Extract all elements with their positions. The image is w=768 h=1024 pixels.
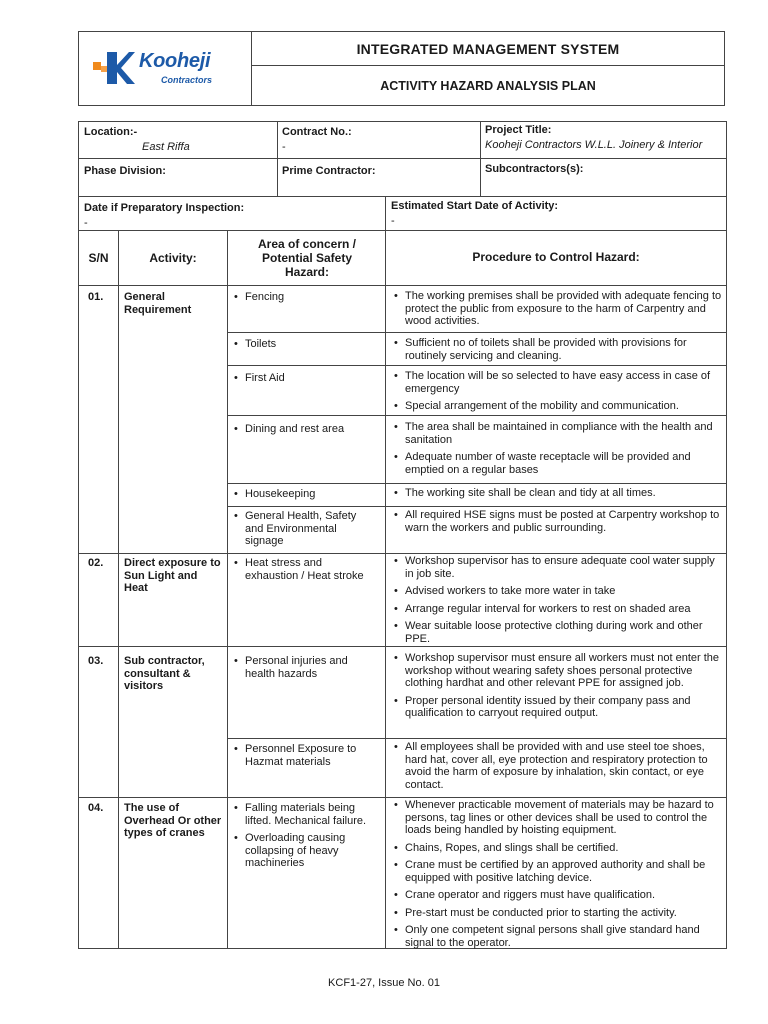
procedure-item: • Workshop supervisor must ensure all workers must not enter the workshop without wearing safety shoes personal protective clothing hardhat and other relevant PPE for assigned job. bbox=[393, 652, 723, 690]
header-sn: S/N bbox=[88, 251, 109, 265]
preparatory-inspection-label: Date if Preparatory Inspection: bbox=[84, 202, 245, 214]
document-title: INTEGRATED MANAGEMENT SYSTEM bbox=[252, 32, 724, 66]
hazard-item: • Falling materials being lifted. Mechanical failure. bbox=[233, 802, 378, 827]
location-value: East Riffa bbox=[142, 141, 190, 153]
procedure-item: • Wear suitable loose protective clothing during work and other PPE. bbox=[393, 620, 723, 645]
procedure-item: • The working premises shall be provided with adequate fencing to protect the public from exposure to the harm of Carpentry and wood activities. bbox=[393, 290, 723, 328]
procedure-item: • Advised workers to take more water in take bbox=[393, 585, 723, 598]
document-subtitle: ACTIVITY HAZARD ANALYSIS PLAN bbox=[380, 78, 596, 93]
procedure-item: • The working site shall be clean and tidy at all times. bbox=[393, 487, 723, 500]
procedure-item: • All employees shall be provided with and use steel toe shoes, hard hat, cover all, eye protection and respiratory protection to avoid the harm of exposure by inhalation, skin contact, or eye contact. bbox=[393, 741, 723, 791]
hazard-item: • Dining and rest area bbox=[233, 423, 383, 436]
procedure-item: • Proper personal identity issued by their company pass and qualification to carryout required output. bbox=[393, 695, 723, 720]
row-sn: 03. bbox=[88, 655, 104, 667]
contract-value: - bbox=[282, 141, 286, 153]
hazard-item: • Personal injuries and health hazards bbox=[233, 655, 378, 680]
preparatory-inspection-value: - bbox=[84, 217, 88, 229]
procedure-item: • Special arrangement of the mobility and communication. bbox=[393, 400, 723, 413]
project-title-label: Project Title: bbox=[485, 124, 552, 136]
subcontractors-label: Subcontractors(s): bbox=[485, 163, 584, 175]
prime-contractor-label: Prime Contractor: bbox=[282, 165, 376, 177]
start-date-value: - bbox=[391, 215, 395, 227]
project-title-value: Kooheji Contractors W.L.L. Joinery & Interior bbox=[485, 139, 703, 151]
header-procedure: Procedure to Control Hazard: bbox=[472, 250, 640, 264]
start-date-label: Estimated Start Date of Activity: bbox=[391, 200, 559, 212]
header-area-of-concern: Area of concern / Potential Safety Hazard: bbox=[257, 237, 357, 279]
procedure-item: • Arrange regular interval for workers to rest on shaded area bbox=[393, 603, 723, 616]
procedure-item: • Sufficient no of toilets shall be provided with provisions for routinely servicing and cleaning. bbox=[393, 337, 723, 362]
procedure-item: • Crane must be certified by an approved authority and shall be equipped with positive latching device. bbox=[393, 859, 723, 884]
procedure-item: • Pre-start must be conducted prior to starting the activity. bbox=[393, 907, 723, 920]
procedure-item: • Only one competent signal persons shall give standard hand signal to the operator. bbox=[393, 924, 723, 949]
kooheji-k-icon bbox=[91, 48, 135, 88]
contract-label: Contract No.: bbox=[282, 126, 352, 138]
company-logo bbox=[79, 32, 252, 105]
row-activity: The use of Overhead Or other types of cranes bbox=[124, 802, 222, 839]
procedure-item: • All required HSE signs must be posted at Carpentry workshop to warn the workers and public surrounding. bbox=[393, 509, 723, 534]
hazard-item: • First Aid bbox=[233, 372, 383, 385]
hazard-item: • General Health, Safety and Environmental signage bbox=[233, 510, 373, 548]
hazard-item: • Housekeeping bbox=[233, 488, 383, 501]
procedure-item: • Adequate number of waste receptacle will be provided and emptied on a regular bases bbox=[393, 451, 723, 476]
hazard-item: • Heat stress and exhaustion / Heat stroke bbox=[233, 557, 378, 582]
procedure-item: • Whenever practicable movement of materials may be hazard to persons, tag lines or other devices shall be used to control the loads being handled by hoisting equipment. bbox=[393, 799, 723, 837]
hazard-item: • Toilets bbox=[233, 338, 383, 351]
row-sn: 04. bbox=[88, 802, 104, 814]
header-activity: Activity: bbox=[149, 251, 197, 265]
procedure-item: • The location will be so selected to have easy access in case of emergency bbox=[393, 370, 723, 395]
row-activity: General Requirement bbox=[124, 291, 192, 316]
document-footer: KCF1-27, Issue No. 01 bbox=[328, 977, 440, 989]
project-info-grid bbox=[78, 121, 727, 231]
phase-division-label: Phase Division: bbox=[84, 165, 166, 177]
location-label: Location:- bbox=[84, 126, 138, 138]
row-sn: 02. bbox=[88, 557, 104, 569]
row-activity: Direct exposure to Sun Light and Heat bbox=[124, 557, 221, 594]
logo-subtitle: Contractors bbox=[161, 75, 213, 85]
row-sn: 01. bbox=[88, 291, 104, 303]
procedure-item: • Workshop supervisor has to ensure adequate cool water supply in job site. bbox=[393, 555, 723, 580]
procedure-item: • Crane operator and riggers must have qualification. bbox=[393, 889, 723, 902]
logo-name: Kooheji bbox=[139, 50, 211, 72]
hazard-table bbox=[78, 230, 727, 949]
hazard-item: • Overloading causing collapsing of heavy machineries bbox=[233, 832, 378, 870]
procedure-item: • The area shall be maintained in compliance with the health and sanitation bbox=[393, 421, 723, 446]
row-activity: Sub contractor, consultant & visitors bbox=[124, 655, 205, 692]
hazard-item: • Fencing bbox=[233, 291, 383, 304]
procedure-item: • Chains, Ropes, and slings shall be certified. bbox=[393, 842, 723, 855]
hazard-item: • Personnel Exposure to Hazmat materials bbox=[233, 743, 378, 768]
document-header bbox=[78, 31, 725, 106]
